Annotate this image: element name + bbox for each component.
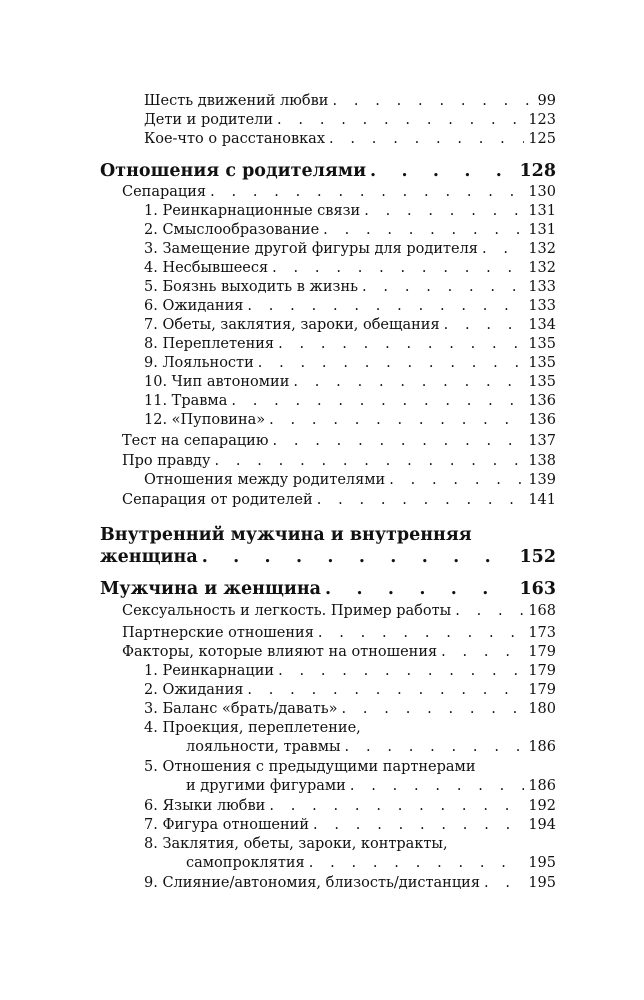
chapter-title: Мужчина и женщина [100, 579, 322, 599]
dot-leader [345, 738, 525, 756]
entry-page-number: 139 [528, 472, 556, 488]
entry-page-number: 131 [528, 222, 556, 238]
entry-page-number: 133 [528, 298, 556, 314]
toc-entry [144, 297, 556, 315]
entry-page-number: 195 [528, 855, 556, 871]
entry-page-number: 132 [528, 260, 556, 276]
toc-entry [122, 432, 556, 450]
toc-entry [144, 681, 556, 699]
toc-entry [144, 259, 556, 277]
dot-leader [231, 392, 524, 410]
dot-leader [277, 111, 524, 129]
entry-title: 2. Ожидания [144, 682, 244, 698]
chapter-title-line-1: Внутренний мужчина и внутренняя [100, 525, 472, 545]
toc-entry [144, 335, 556, 353]
dot-leader [362, 278, 524, 296]
entry-title-line-2: и другими фигурами [186, 778, 346, 794]
entry-title: 7. Обеты, заклятия, зароки, обещания [144, 317, 440, 333]
chapter-title: Отношения с родителями [100, 161, 367, 181]
entry-title-line-1: 5. Отношения с предыдущими партнерами [144, 759, 476, 775]
entry-page-number: 137 [528, 433, 556, 449]
toc-entry [144, 471, 556, 489]
dot-leader [342, 700, 525, 718]
dot-leader [214, 452, 524, 470]
dot-leader [202, 546, 516, 568]
dot-leader [309, 854, 525, 872]
entry-page-number: 99 [537, 93, 556, 109]
entry-title: Факторы, которые влияют на отношения [122, 644, 438, 660]
entry-title-line-1: 8. Заклятия, обеты, зароки, контракты, [144, 836, 448, 852]
entry-page-number: 136 [528, 412, 556, 428]
entry-page-number: 130 [528, 184, 556, 200]
dot-leader [484, 874, 524, 892]
entry-title: Сепарация от родителей [122, 492, 313, 508]
toc-entry [144, 662, 556, 680]
entry-title: Шесть движений любви [144, 93, 329, 109]
toc-entry [122, 602, 556, 620]
toc-chapter-entry [100, 578, 556, 600]
entry-page-number: 125 [528, 131, 556, 147]
dot-leader [325, 578, 515, 600]
entry-page-number: 132 [528, 241, 556, 257]
toc-entry [144, 316, 556, 334]
toc-entry [144, 874, 556, 892]
entry-title: Партнерские отношения [122, 625, 314, 641]
entry-title: 10. Чип автономии [144, 374, 290, 390]
entry-page-number: 192 [528, 798, 556, 814]
entry-title: Кое-что о расстановках [144, 131, 325, 147]
dot-leader [370, 160, 515, 182]
dot-leader [389, 471, 524, 489]
entry-page-number: 135 [528, 355, 556, 371]
toc-entry [144, 240, 556, 258]
entry-title: 8. Переплетения [144, 336, 275, 352]
entry-title: 9. Слияние/автономия, близость/дистанция [144, 875, 480, 891]
entry-page-number: 173 [528, 625, 556, 641]
chapter-title-line-2: женщина [100, 547, 198, 567]
toc-chapter-entry [100, 524, 556, 568]
entry-title: 1. Реинкарнационные связи [144, 203, 361, 219]
entry-page-number: 194 [528, 817, 556, 833]
toc-entry [144, 758, 556, 796]
entry-title: Сексуальность и легкость. Пример работы [122, 603, 452, 619]
toc-entry [122, 452, 556, 470]
dot-leader [247, 297, 524, 315]
toc-entry [122, 183, 556, 201]
entry-title: 3. Баланс «брать/давать» [144, 701, 338, 717]
dot-leader [293, 373, 524, 391]
dot-leader [441, 643, 524, 661]
dot-leader [482, 240, 524, 258]
entry-page-number: 168 [528, 603, 556, 619]
dot-leader [329, 130, 524, 148]
dot-leader [444, 316, 525, 334]
toc-entry [144, 111, 556, 129]
entry-page-number: 186 [528, 778, 556, 794]
toc-entry [144, 411, 556, 429]
entry-page-number: 138 [528, 453, 556, 469]
entry-page-number: 136 [528, 393, 556, 409]
dot-leader [323, 221, 524, 239]
dot-leader [272, 432, 524, 450]
entry-page-number: 135 [528, 374, 556, 390]
entry-title-line-2: самопроклятия [186, 855, 305, 871]
entry-page-number: 131 [528, 203, 556, 219]
toc-entry [144, 835, 556, 873]
entry-page-number: 123 [528, 112, 556, 128]
entry-title: 6. Ожидания [144, 298, 244, 314]
dot-leader [317, 491, 525, 509]
toc-entry [144, 719, 556, 757]
entry-page-number: 179 [528, 663, 556, 679]
entry-title: 6. Языки любви [144, 798, 266, 814]
toc-entry [144, 373, 556, 391]
toc-entry [144, 392, 556, 410]
toc-entry [144, 202, 556, 220]
dot-leader [332, 92, 533, 110]
toc-entry [144, 816, 556, 834]
dot-leader [278, 662, 524, 680]
entry-title: Тест на сепарацию [122, 433, 269, 449]
dot-leader [247, 681, 524, 699]
entry-title-line-1: 4. Проекция, переплетение, [144, 720, 361, 736]
dot-leader [210, 183, 524, 201]
chapter-page-number: 128 [519, 161, 556, 181]
entry-title: Отношения между родителями [144, 472, 386, 488]
toc-entry [144, 354, 556, 372]
chapter-page-number: 152 [519, 547, 556, 567]
toc-entry [122, 624, 556, 642]
entry-page-number: 141 [528, 492, 556, 508]
entry-title: 5. Боязнь выходить в жизнь [144, 279, 359, 295]
entry-page-number: 195 [528, 875, 556, 891]
toc-entry [144, 221, 556, 239]
dot-leader [269, 411, 524, 429]
entry-title: Про правду [122, 453, 211, 469]
toc-entry [122, 643, 556, 661]
entry-page-number: 186 [528, 739, 556, 755]
dot-leader [364, 202, 524, 220]
entry-title-line-2: лояльности, травмы [186, 739, 341, 755]
toc-entry [144, 278, 556, 296]
entry-title: 7. Фигура отношений [144, 817, 310, 833]
dot-leader [278, 335, 524, 353]
dot-leader [272, 259, 524, 277]
dot-leader [318, 624, 524, 642]
entry-title: 1. Реинкарнации [144, 663, 275, 679]
entry-page-number: 180 [528, 701, 556, 717]
entry-page-number: 134 [528, 317, 556, 333]
entry-title: 9. Лояльности [144, 355, 254, 371]
chapter-page-number: 163 [519, 579, 556, 599]
toc-entry [144, 92, 556, 110]
entry-page-number: 133 [528, 279, 556, 295]
entry-page-number: 135 [528, 336, 556, 352]
toc-entry [144, 130, 556, 148]
dot-leader [313, 816, 524, 834]
entry-title: 4. Несбывшееся [144, 260, 269, 276]
dot-leader [350, 777, 524, 795]
toc-entry [144, 797, 556, 815]
toc-chapter-entry [100, 160, 556, 182]
entry-title: Сепарация [122, 184, 207, 200]
entry-title: Дети и родители [144, 112, 274, 128]
entry-page-number: 179 [528, 644, 556, 660]
dot-leader [258, 354, 525, 372]
entry-title: 3. Замещение другой фигуры для родителя [144, 241, 478, 257]
toc-entry [122, 491, 556, 509]
entry-title: 11. Травма [144, 393, 228, 409]
entry-title: 2. Смыслообразование [144, 222, 320, 238]
dot-leader [455, 602, 524, 620]
entry-page-number: 179 [528, 682, 556, 698]
toc-entry [144, 700, 556, 718]
dot-leader [269, 797, 524, 815]
entry-title: 12. «Пуповина» [144, 412, 266, 428]
